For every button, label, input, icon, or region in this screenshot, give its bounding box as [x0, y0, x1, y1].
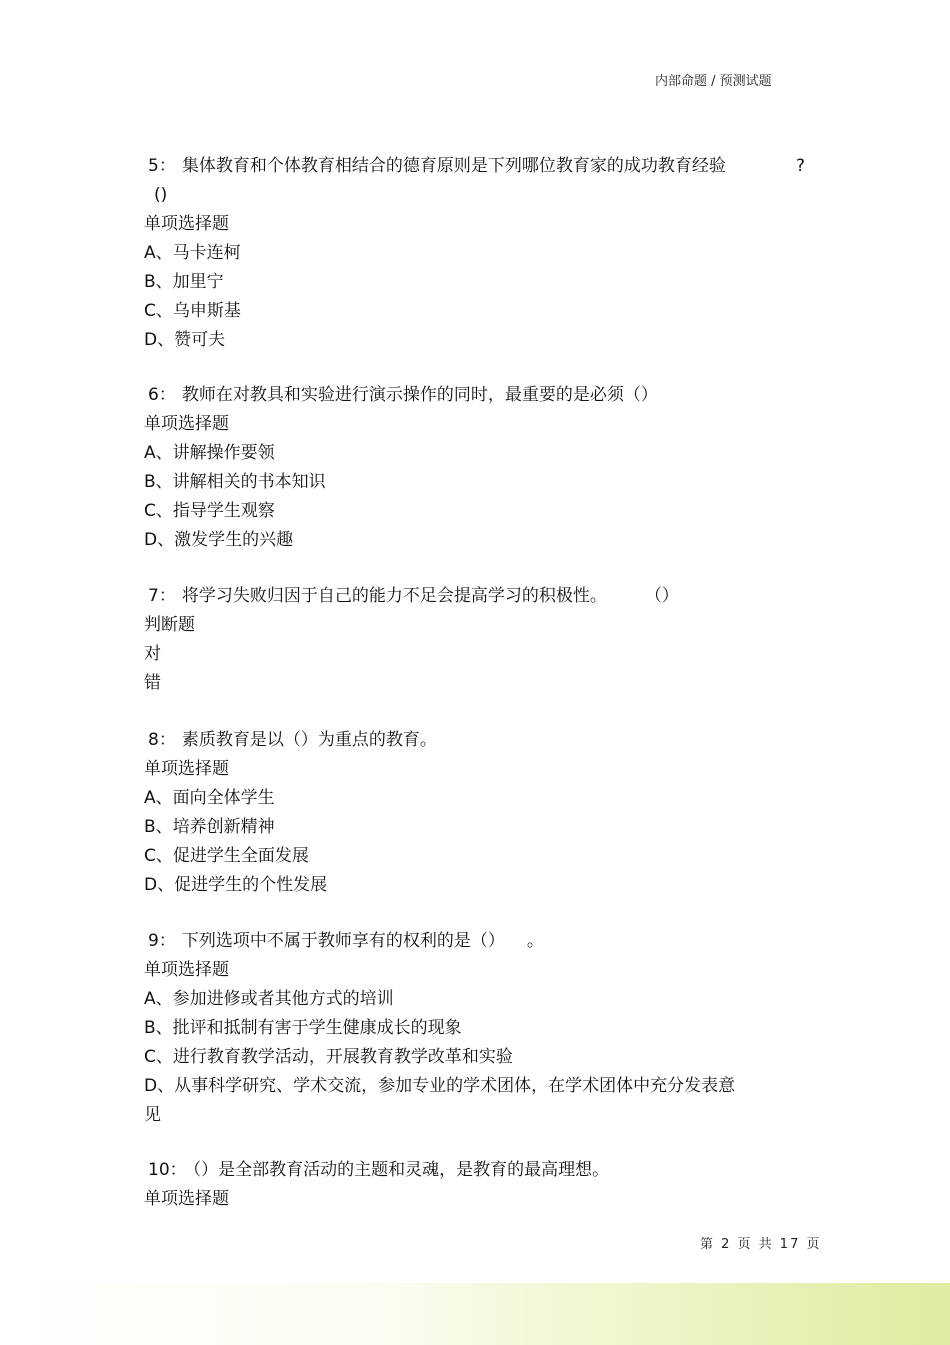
option: B、加里宁	[144, 272, 224, 292]
question-stem	[144, 726, 437, 755]
question-text: 集体教育和个体教育相结合的德育原则是下列哪位教育家的成功教育经验	[181, 156, 726, 176]
question-6	[144, 381, 658, 555]
option: B、批评和抵制有害于学生健康成长的现象	[144, 1018, 462, 1038]
option: B、培养创新精神	[144, 817, 275, 837]
question-stem	[144, 927, 735, 956]
question-5	[144, 152, 814, 355]
question-type: 单项选择题	[144, 1189, 229, 1209]
question-type: 单项选择题	[144, 759, 229, 779]
question-text: 将学习失败归因于自己的能力不足会提高学习的积极性。	[181, 586, 607, 606]
option: B、讲解相关的书本知识	[144, 472, 326, 492]
question-type: 单项选择题	[144, 214, 229, 234]
option: D、赞可夫	[144, 330, 226, 350]
question-9	[144, 927, 735, 1130]
question-stem	[144, 381, 658, 410]
question-type: 单项选择题	[144, 414, 229, 434]
question-10	[144, 1156, 609, 1214]
question-7	[144, 582, 679, 698]
option: A、马卡连柯	[144, 243, 241, 263]
answer-blank: （）	[644, 586, 679, 606]
option: D、从事科学研究、学术交流，参加专业的学术团体，在学术团体中充分发表意	[144, 1076, 736, 1096]
question-text: 素质教育是以（）为重点的教育。	[181, 730, 437, 750]
page-header: 内部命题 / 预测试题	[655, 74, 772, 89]
question-number: 7：	[148, 586, 176, 606]
option: D、促进学生的个性发展	[144, 875, 328, 895]
option-continuation: 见	[144, 1105, 161, 1125]
question-number: 8：	[148, 730, 176, 750]
option: A、讲解操作要领	[144, 443, 275, 463]
option: C、指导学生观察	[144, 501, 275, 521]
page-footer: 第 2 页 共 17 页	[700, 1237, 822, 1252]
question-text: 下列选项中不属于教师享有的权利的是（）	[181, 931, 505, 951]
option: A、参加进修或者其他方式的培训	[144, 989, 394, 1009]
question-number: 10：	[148, 1160, 187, 1180]
question-stem	[144, 1156, 609, 1185]
option: C、进行教育教学活动，开展教育教学改革和实验	[144, 1047, 513, 1067]
option: 错	[144, 673, 161, 693]
decorative-band	[0, 1283, 950, 1345]
question-text: 教师在对教具和实验进行演示操作的同时，最重要的是必须（）	[181, 385, 658, 405]
option: D、激发学生的兴趣	[144, 530, 294, 550]
question-type: 判断题	[144, 615, 195, 635]
question-number: 9：	[148, 931, 176, 951]
question-stem	[144, 582, 679, 611]
question-tail: 。	[526, 931, 544, 951]
answer-blank: ()	[154, 185, 168, 205]
question-number: 6：	[148, 385, 176, 405]
question-mark: ?	[796, 156, 806, 176]
question-8	[144, 726, 437, 900]
question-text: （）是全部教育活动的主题和灵魂，是教育的最高理想。	[192, 1160, 610, 1180]
question-number: 5：	[148, 156, 176, 176]
option: C、乌申斯基	[144, 301, 241, 321]
option: 对	[144, 644, 161, 664]
option: C、促进学生全面发展	[144, 846, 309, 866]
option: A、面向全体学生	[144, 788, 275, 808]
question-type: 单项选择题	[144, 960, 229, 980]
question-stem	[144, 152, 814, 181]
